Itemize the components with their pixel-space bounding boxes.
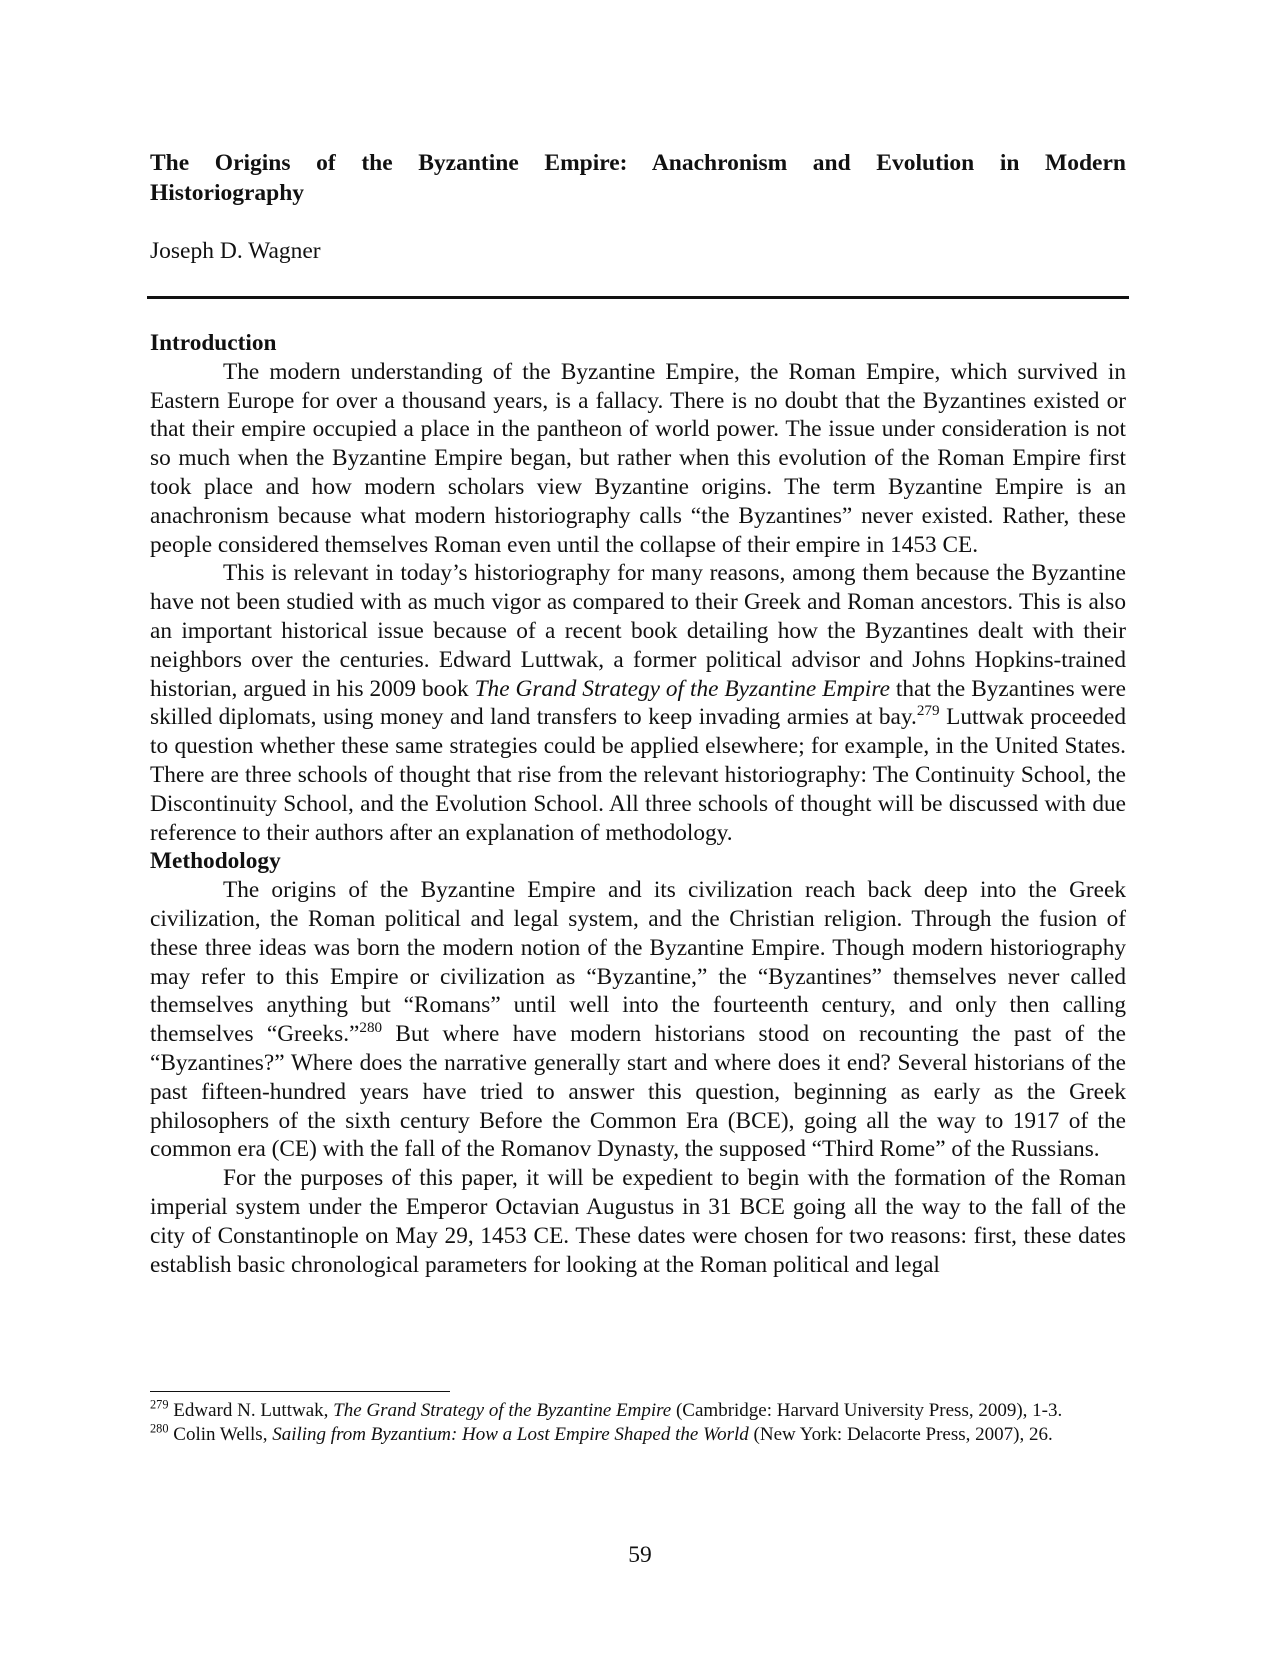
article-author: Joseph D. Wagner — [150, 238, 321, 264]
intro-paragraph-2 — [150, 559, 1126, 847]
section-heading-methodology: Methodology — [150, 848, 281, 875]
intro-paragraph-2-text-a: This is relevant in today’s historiography for many reasons, among them because the Byzantine have not been studied with as much vigor as compared to their Greek and Roman ancestors. This is also an important historical issue because of a recent book detailing how the Byzantines dealt with their neighbors over the centuries. Edward Luttwak, a former political advisor and Johns Hopkins-trained historian, argued in his 2009 book — [150, 560, 1126, 702]
footnote-number: 279 — [150, 1397, 169, 1412]
methodology-paragraph-1 — [150, 876, 1126, 1164]
footnote-ref-279[interactable]: 279 — [916, 703, 940, 720]
footnote-text: (Cambridge: Harvard University Press, 2009), 1-3. — [671, 1400, 1063, 1421]
footnotes — [150, 1399, 1126, 1447]
methodology-paragraph-2: For the purposes of this paper, it will be expedient to begin with the formation of the Roman imperial system under the Emperor Octavian Augustus in 31 BCE going all the way to the fall of the city of Constantinople on May 29, 1453 CE. These dates were chosen for two reasons: first, these dates establish basic chronological parameters for looking at the Roman political and legal — [150, 1165, 1126, 1278]
intro-paragraph-2-text-b: that the Byzantines were skilled diplomats, using money and land transfers to keep invading armies at bay. — [150, 675, 1126, 731]
intro-paragraph-2-text-c: Luttwak proceeded to question whether these same strategies could be applied elsewhere; for example, in the United States. There are three schools of thought that rise from the relevant historiography: The Continuity School, the Discontinuity School, and the Evolution School. All three schools of thought will be discussed with due reference to their authors after an explanation of methodology. — [150, 704, 1127, 846]
book-title-grand-strategy: The Grand Strategy of the Byzantine Empire — [474, 675, 890, 702]
title-divider — [147, 296, 1129, 299]
page-number: 59 — [628, 1542, 652, 1568]
article-body — [150, 329, 1126, 1279]
footnote-book-title: The Grand Strategy of the Byzantine Empire — [333, 1400, 672, 1421]
article-title-line-2: Historiography — [150, 180, 305, 206]
footnote-text: (New York: Delacorte Press, 2007), 26. — [748, 1424, 1053, 1445]
footnote-ref-280[interactable]: 280 — [359, 1020, 383, 1037]
footnote-text: Colin Wells, — [168, 1424, 273, 1445]
article-title-line-1: The Origins of the Byzantine Empire: Anachronism and Evolution in Modern — [150, 150, 1126, 176]
footnote-279 — [150, 1399, 1126, 1423]
intro-paragraph-1: The modern understanding of the Byzantine Empire, the Roman Empire, which survived in Eastern Europe for over a thousand years, is a fallacy. There is no doubt that the Byzantines existed or that their empire occupied a place in the pantheon of world power. The issue under consideration is not so much when the Byzantine Empire began, but rather when this evolution of the Roman Empire first took place and how modern scholars view Byzantine origins. The term Byzantine Empire is an anachronism because what modern historiography calls “the Byzantines” never existed. Rather, these people considered themselves Roman even until the collapse of their empire in 1453 CE. — [150, 358, 1126, 558]
article-title — [150, 148, 1126, 208]
methodology-paragraph-1-text-a: The origins of the Byzantine Empire and its civilization reach back deep into the Greek civilization, the Roman political and legal system, and the Christian religion. Through the fusion of these three ideas was born the modern notion of the Byzantine Empire. Though modern historiography may refer to this Empire or civilization as “Byzantine,” the “Byzantines” themselves never called themselves anything but “Romans” until well into the fourteenth century, and only then calling themselves “Greeks.” — [150, 877, 1126, 1048]
footnote-number: 280 — [150, 1421, 169, 1436]
methodology-paragraph-1-text-b: But where have modern historians stood on recounting the past of the “Byzantines?” Where does the narrative generally start and where does it end? Several historians of the past fifteen-hundred years have tried to answer this question, beginning as early as the Greek philosophers of the sixth century Before the Common Era (BCE), going all the way to 1917 of the common era (CE) with the fall of the Romanov Dynasty, the supposed “Third Rome” of the Russians. — [150, 1021, 1127, 1163]
section-heading-introduction: Introduction — [150, 330, 277, 356]
footnote-text: Edward N. Luttwak, — [168, 1400, 334, 1421]
footnote-280 — [150, 1423, 1126, 1447]
footnote-divider — [150, 1391, 450, 1392]
footnote-book-title: Sailing from Byzantium: How a Lost Empire Shaped the World — [272, 1424, 749, 1445]
